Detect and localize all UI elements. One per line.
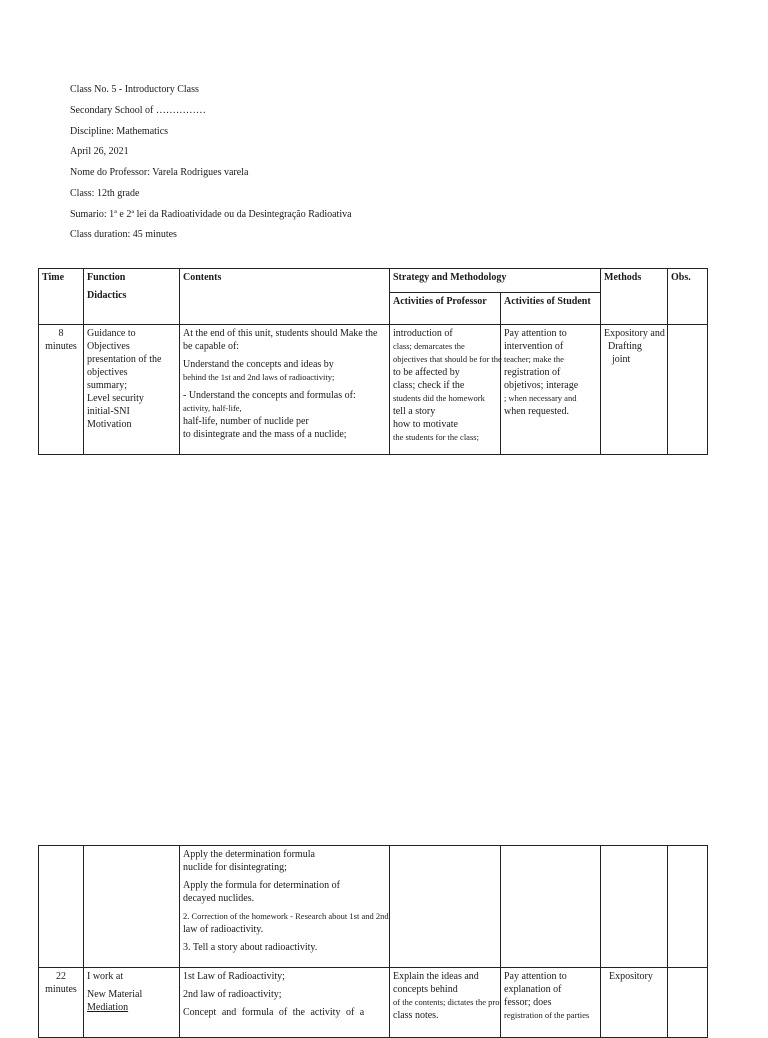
row1-methods <box>601 325 668 455</box>
contents-line: Understand the concepts and ideas by <box>183 359 334 370</box>
discipline: Discipline: Mathematics <box>70 126 169 137</box>
professor-line: class; demarcates the <box>393 341 465 351</box>
row2-methods <box>601 846 668 968</box>
professor-line: to be affected by <box>393 367 460 378</box>
header-contents: Contents <box>180 269 390 325</box>
header-didactics: Didactics <box>87 290 127 301</box>
function-line: presentation of the <box>87 354 162 365</box>
row1-function <box>84 325 180 455</box>
table-row <box>39 325 708 455</box>
header-strategy: Strategy and Methodology <box>390 269 601 293</box>
class-number: Class No. 5 - Introductory Class <box>70 84 199 95</box>
contents-line: At the end of this unit, students should Make the <box>183 328 378 339</box>
header-obs: Obs. <box>668 269 708 325</box>
header-function: Function <box>87 272 126 283</box>
row2-professor-activities <box>390 846 501 968</box>
professor-name: Nome do Professor: Varela Rodrigues varela <box>70 167 249 178</box>
student-line: objetivos; interage <box>504 380 579 391</box>
function-line: Objectives <box>87 341 130 352</box>
lesson-summary: Sumario: 1ª e 2ª lei da Radioatividade ou da Desintegração Radioativa <box>70 209 352 220</box>
contents-line: 1st Law of Radioactivity; <box>183 971 285 982</box>
function-line: Mediation <box>87 1002 129 1013</box>
methods-line: Drafting <box>608 341 642 352</box>
row1-time: 8 minutes <box>39 325 84 455</box>
row2-contents <box>180 846 390 968</box>
row2-student-activities <box>501 846 601 968</box>
student-line: Pay attention to <box>504 328 567 339</box>
table-row <box>39 968 708 1038</box>
contents-line: decayed nuclides. <box>183 893 255 904</box>
function-line: I work at <box>87 971 124 982</box>
function-line: Motivation <box>87 419 132 430</box>
contents-line: 3. Tell a story about radioactivity. <box>183 942 318 953</box>
contents-line: nuclide for disintegrating; <box>183 862 287 873</box>
school-name: Secondary School of …………… <box>70 105 206 116</box>
contents-line: - Understand the concepts and formulas of: <box>183 390 356 401</box>
student-line: registration of <box>504 367 561 378</box>
header-activities-student: Activities of Student <box>501 293 601 325</box>
professor-line: students did the homework <box>393 393 485 403</box>
row3-methods: Expository <box>601 968 668 1038</box>
table-header-row <box>39 269 708 293</box>
professor-line: concepts behind <box>393 984 458 995</box>
methods-line: Expository and <box>604 328 665 339</box>
row2-time <box>39 846 84 968</box>
row3-function <box>84 968 180 1038</box>
function-line: Level security <box>87 393 144 404</box>
professor-line: Explain the ideas and <box>393 971 479 982</box>
row2-obs <box>668 846 708 968</box>
row3-time: 22 minutes <box>39 968 84 1038</box>
student-line: ; when necessary and <box>504 393 577 403</box>
function-line: Guidance to <box>87 328 136 339</box>
contents-line: behind the 1st and 2nd laws of radioactivity; <box>183 372 335 382</box>
header-time: Time <box>39 269 84 325</box>
row1-student-activities <box>501 325 601 455</box>
student-line: explanation of <box>504 984 562 995</box>
professor-line: the students for the class; <box>393 432 479 442</box>
header-methods: Methods <box>601 269 668 325</box>
function-line: objectives <box>87 367 128 378</box>
professor-line: tell a story <box>393 406 436 417</box>
contents-line: Apply the formula for determination of <box>183 880 340 891</box>
class-duration: Class duration: 45 minutes <box>70 229 177 240</box>
contents-line: Concept and formula of the activity of a <box>183 1007 365 1018</box>
student-line: teacher; make the <box>504 354 564 364</box>
header-activities-professor: Activities of Professor <box>390 293 501 325</box>
contents-line: 2nd law of radioactivity; <box>183 989 282 1000</box>
contents-line: be capable of: <box>183 341 240 352</box>
student-line: fessor; does <box>504 997 552 1008</box>
student-line: when requested. <box>504 406 569 417</box>
lesson-date: April 26, 2021 <box>70 146 129 157</box>
row3-obs <box>668 968 708 1038</box>
table-row <box>39 846 708 968</box>
header-function-didactics <box>84 269 180 325</box>
professor-line: objectives that should be for the <box>393 354 502 364</box>
function-line: initial-SNI <box>87 406 130 417</box>
lesson-plan-table-continued <box>38 845 708 1038</box>
function-line: summary; <box>87 380 127 391</box>
row2-function <box>84 846 180 968</box>
professor-line: class; check if the <box>393 380 465 391</box>
row3-student-activities <box>501 968 601 1038</box>
student-line: registration of the parties <box>504 1010 590 1020</box>
professor-line: of the contents; dictates the pro <box>393 997 500 1007</box>
student-line: Pay attention to <box>504 971 567 982</box>
contents-line: Apply the determination formula <box>183 849 315 860</box>
class-grade: Class: 12th grade <box>70 188 140 199</box>
professor-line: class notes. <box>393 1010 439 1021</box>
contents-line: half-life, number of nuclide per <box>183 416 309 427</box>
row1-contents <box>180 325 390 455</box>
contents-line: to disintegrate and the mass of a nuclide; <box>183 429 347 440</box>
professor-line: introduction of <box>393 328 453 339</box>
student-line: intervention of <box>504 341 564 352</box>
row3-contents <box>180 968 390 1038</box>
professor-line: how to motivate <box>393 419 458 430</box>
contents-line: law of radioactivity. <box>183 924 264 935</box>
function-line: New Material <box>87 989 143 1000</box>
methods-line: joint <box>612 354 631 365</box>
lesson-plan-table <box>38 268 708 455</box>
row1-obs <box>668 325 708 455</box>
row1-professor-activities <box>390 325 501 455</box>
contents-line: activity, half-life, <box>183 403 242 413</box>
contents-line: 2. Correction of the homework - Research about 1st and 2nd <box>183 911 389 921</box>
row3-professor-activities <box>390 968 501 1038</box>
